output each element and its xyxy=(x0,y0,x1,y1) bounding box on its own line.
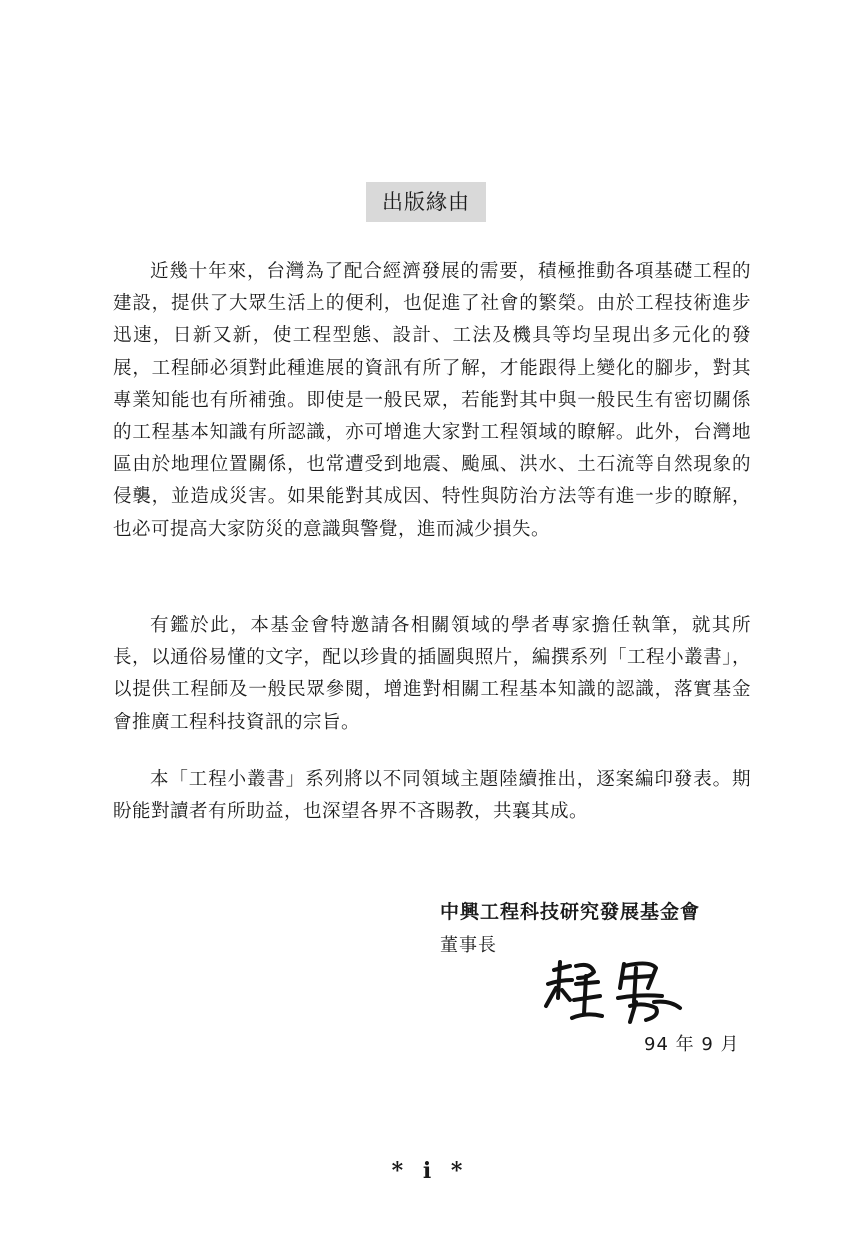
paragraph-text: 有鑑於此，本基金會特邀請各相關領域的學者專家擔任執筆，就其所長，以通俗易懂的文字，配以珍貴的插圖與照片，編撰系列「工程小叢書」，以提供工程師及一般民眾參閱，增進對相關工程基本知識的認識，落實基金會推廣工程科技資訊的宗旨。 xyxy=(113,615,751,733)
paragraph-text: 本「工程小叢書」系列將以不同領域主題陸續推出，逐案編印發表。期盼能對讀者有所助益，也深望各界不吝賜教，共襄其成。 xyxy=(113,769,751,823)
preface-paragraph-2 xyxy=(113,610,751,739)
publication-date: 94 年 9 月 xyxy=(644,1034,740,1055)
preface-paragraph-3 xyxy=(113,764,751,828)
page-title: 出版緣由 xyxy=(366,182,486,222)
page-number: * i * xyxy=(391,1158,469,1184)
handwritten-signature xyxy=(540,958,690,1028)
organization-name: 中興工程科技研究發展基金會 xyxy=(440,901,701,923)
preface-paragraph-1 xyxy=(113,256,751,546)
signer-role: 董事長 xyxy=(440,935,497,956)
paragraph-text: 近幾十年來，台灣為了配合經濟發展的需要，積極推動各項基礎工程的建設，提供了大眾生活上的便利，也促進了社會的繁榮。由於工程技術進步迅速，日新又新，使工程型態、設計、工法及機具等均呈現出多元化的發展，工程師必須對此種進展的資訊有所了解，才能跟得上變化的腳步，對其專業知能也有所補強。即使是一般民眾，若能對其中與一般民生有密切關係的工程基本知識有所認識，亦可增進大家對工程領域的瞭解。此外，台灣地區由於地理位置關係，也常遭受到地震、颱風、洪水、土石流等自然現象的侵襲，並造成災害。如果能對其成因、特性與防治方法等有進一步的瞭解，也必可提高大家防災的意識與警覺，進而減少損失。 xyxy=(113,261,751,540)
